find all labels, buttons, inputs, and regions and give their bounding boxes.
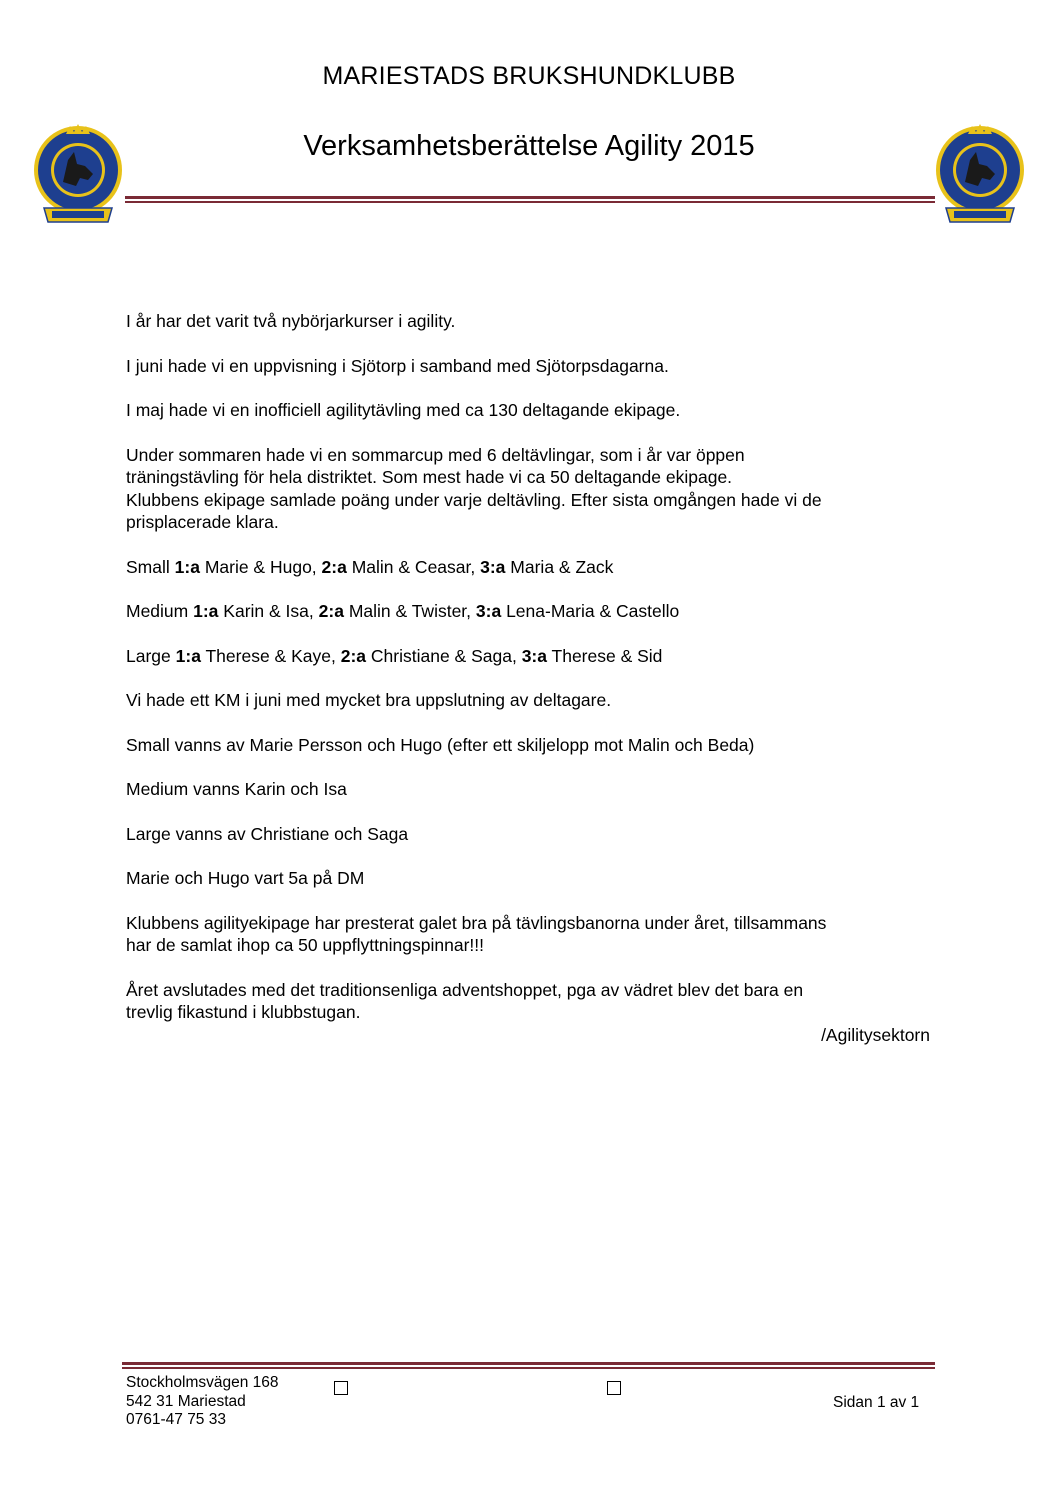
document-title: Verksamhetsberättelse Agility 2015 [303,130,755,162]
paragraph-line: Året avslutades med det traditionsenliga adventshoppet, pga av vädret blev det bara en [126,979,804,1000]
paragraph-line: har de samlat ihop ca 50 uppflyttningspinnar!!! [126,935,484,955]
paragraph-line: Klubbens ekipage samlade poäng under varje deltävling. Efter sista omgången hade vi de [126,489,822,510]
results-large: Large 1:a Therese & Kaye, 2:a Christiane & Saga, 3:a Therese & Sid [126,645,663,666]
footer-divider [122,1362,935,1369]
signature: /Agilitysektorn [821,1024,930,1045]
org-name: MARIESTADS BRUKSHUNDKLUBB [322,62,736,90]
street: Stockholmsvägen 168 [126,1374,279,1391]
paragraph: Large vanns av Christiane och Saga [126,823,409,844]
paragraph-line: trevlig fikastund i klubbstugan. [126,1002,361,1022]
results-medium: Medium 1:a Karin & Isa, 2:a Malin & Twister, 3:a Lena-Maria & Castello [126,601,680,621]
paragraph-line: träningstävling för hela distriktet. Som mest hade vi ca 50 deltagande ekipage. [126,467,733,487]
paragraph-line: Klubbens agilityekipage har presterat galet bra på tävlingsbanorna under året, tillsammans [126,912,827,933]
paragraph: I år har det varit två nybörjarkurser i agility. [126,311,456,331]
paragraph-line: prisplacerade klara. [126,512,279,532]
footer-checkbox-icon [607,1381,621,1395]
paragraph: Medium vanns Karin och Isa [126,779,347,799]
club-logo-left [30,122,126,228]
paragraph: Vi hade ett KM i juni med mycket bra uppslutning av deltagare. [126,690,612,710]
header-divider [125,196,935,203]
paragraph: I maj hade vi en inofficiell agilitytävling med ca 130 deltagande ekipage. [126,400,681,420]
footer-address [126,1374,279,1430]
phone: 0761-47 75 33 [126,1411,226,1428]
results-small: Small 1:a Marie & Hugo, 2:a Malin & Ceasar, 3:a Maria & Zack [126,556,614,577]
club-logo-right [932,122,1028,228]
paragraph: Marie och Hugo vart 5a på DM [126,868,365,888]
footer-checkbox-icon [334,1381,348,1395]
paragraph: I juni hade vi en uppvisning i Sjötorp i samband med Sjötorpsdagarna. [126,355,669,376]
paragraph-line: Under sommaren hade vi en sommarcup med 6 deltävlingar, som i år var öppen [126,444,745,465]
page-number: Sidan 1 av 1 [833,1394,920,1411]
report-body [126,310,936,1046]
city: 542 31 Mariestad [126,1392,246,1410]
paragraph: Small vanns av Marie Persson och Hugo (efter ett skiljelopp mot Malin och Beda) [126,734,755,755]
